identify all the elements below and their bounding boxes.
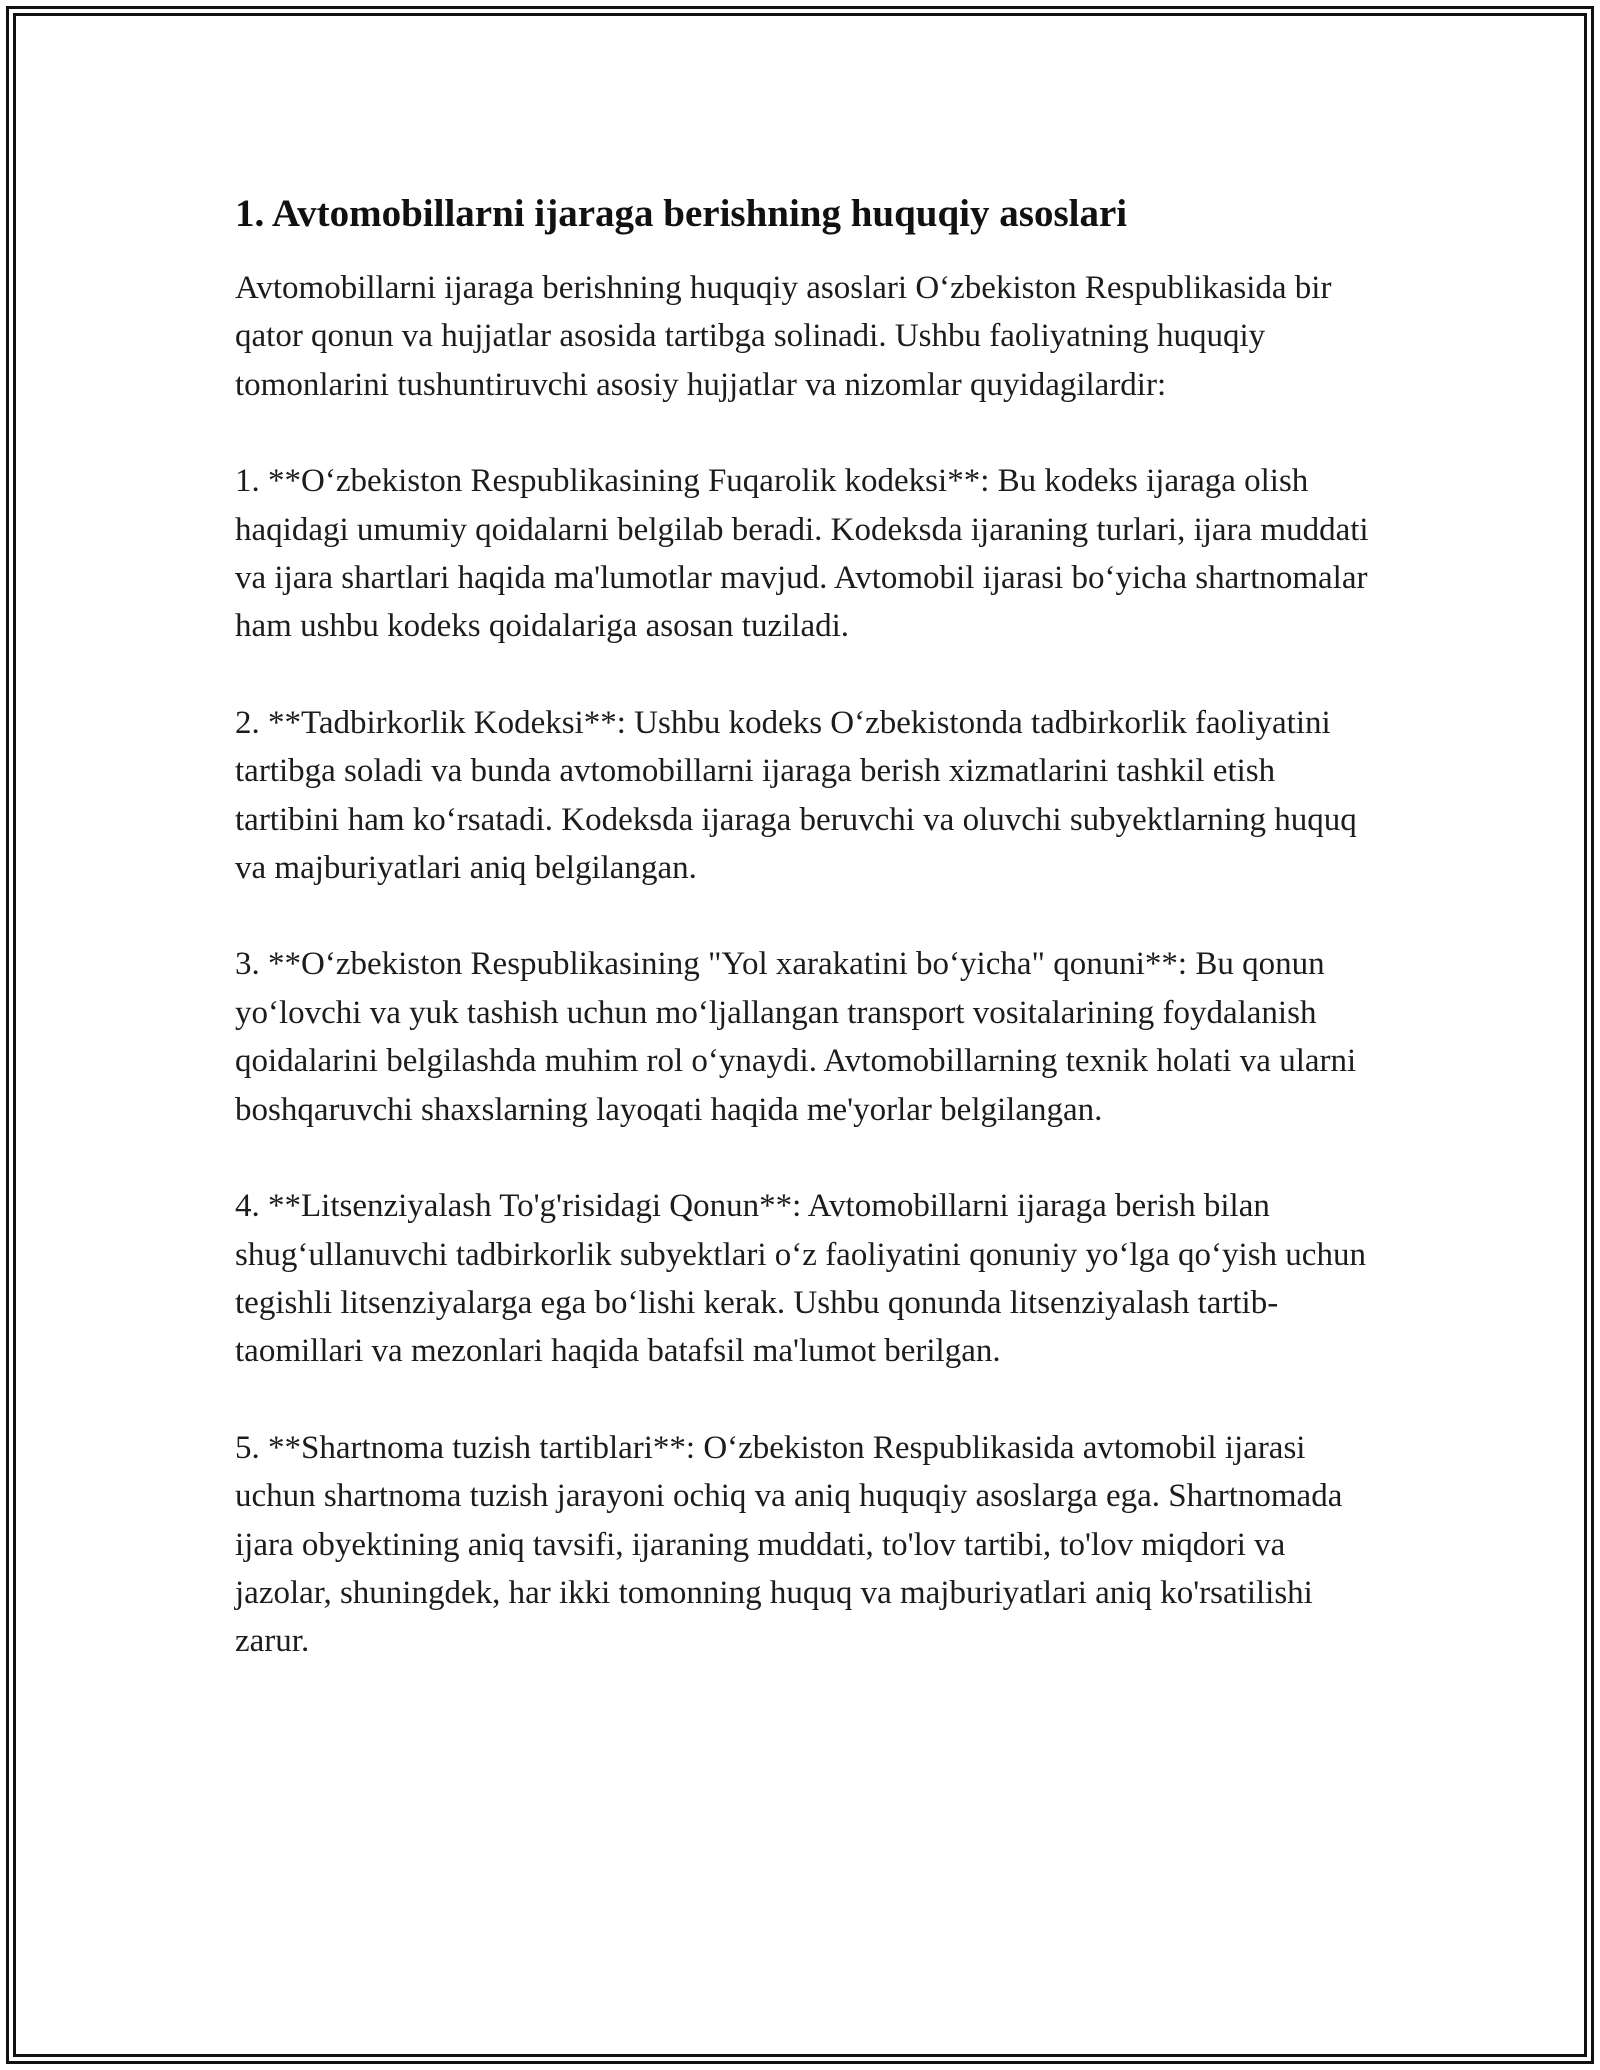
document-body: [235, 186, 1375, 1714]
section-heading: 1. Avtomobillarni ijaraga berishning huquqiy asoslari: [235, 192, 1128, 235]
list-item-civil-code: 1. **O‘zbekiston Respublikasining Fuqarolik kodeksi**: Bu kodeks ijaraga olish haqidagi umumiy qoidalarni belgilab beradi. Kodeksda ijaraning turlari, ijara muddati va ijara shartlari haqida ma'lumotlar mavjud. Avtomobil ijarasi bo‘yicha shartnomalar ham ushbu kodeks qoidalariga asosan tuziladi.: [235, 463, 1369, 645]
list-item-traffic-law: 3. **O‘zbekiston Respublikasining "Yol xarakatini bo‘yicha" qonuni**: Bu qonun yo‘lovchi va yuk tashish uchun mo‘ljallangan transport vositalarining foydalanish qoidalarini belgilashda muhim rol o‘ynaydi. Avtomobillarning texnik holati va ularni boshqaruvchi shaxslarning layoqati haqida me'yorlar belgilangan.: [235, 946, 1357, 1128]
list-item-entrepreneurship-code: 2. **Tadbirkorlik Kodeksi**: Ushbu kodeks O‘zbekistonda tadbirkorlik faoliyatini tartibga soladi va bunda avtomobillarni ijaraga berish xizmatlarini tashkil etish tartibini ham ko‘rsatadi. Kodeksda ijaraga beruvchi va oluvchi subyektlarning huquq va majburiyatlari aniq belgilangan.: [235, 704, 1357, 887]
intro-paragraph: Avtomobillarni ijaraga berishning huquqiy asoslari O‘zbekiston Respublikasida bir qator qonun va hujjatlar asosida tartibga solinadi. Ushbu faoliyatning huquqiy tomonlarini tushuntiruvchi asosiy hujjatlar va nizomlar quyidagilardir:: [235, 270, 1332, 403]
list-item-contract-procedures: 5. **Shartnoma tuzish tartiblari**: O‘zbekiston Respublikasida avtomobil ijarasi uchun shartnoma tuzish jarayoni ochiq va aniq huquqiy asoslarga ega. Shartnomada ijara obyektining aniq tavsifi, ijaraning muddati, to'lov tartibi, to'lov miqdori va jazolar, shuningdek, har ikki tomonning huquq va majburiyatlari aniq ko'rsatilishi zarur.: [235, 1429, 1343, 1660]
list-item-licensing-law: 4. **Litsenziyalash To'g'risidagi Qonun**: Avtomobillarni ijaraga berish bilan shug‘ullanuvchi tadbirkorlik subyektlari o‘z faoliyatini qonuniy yo‘lga qo‘yish uchun tegishli litsenziyalarga ega bo‘lishi kerak. Ushbu qonunda litsenziyalash tartib-taomillari va mezonlari haqida batafsil ma'lumot berilgan.: [235, 1188, 1366, 1370]
